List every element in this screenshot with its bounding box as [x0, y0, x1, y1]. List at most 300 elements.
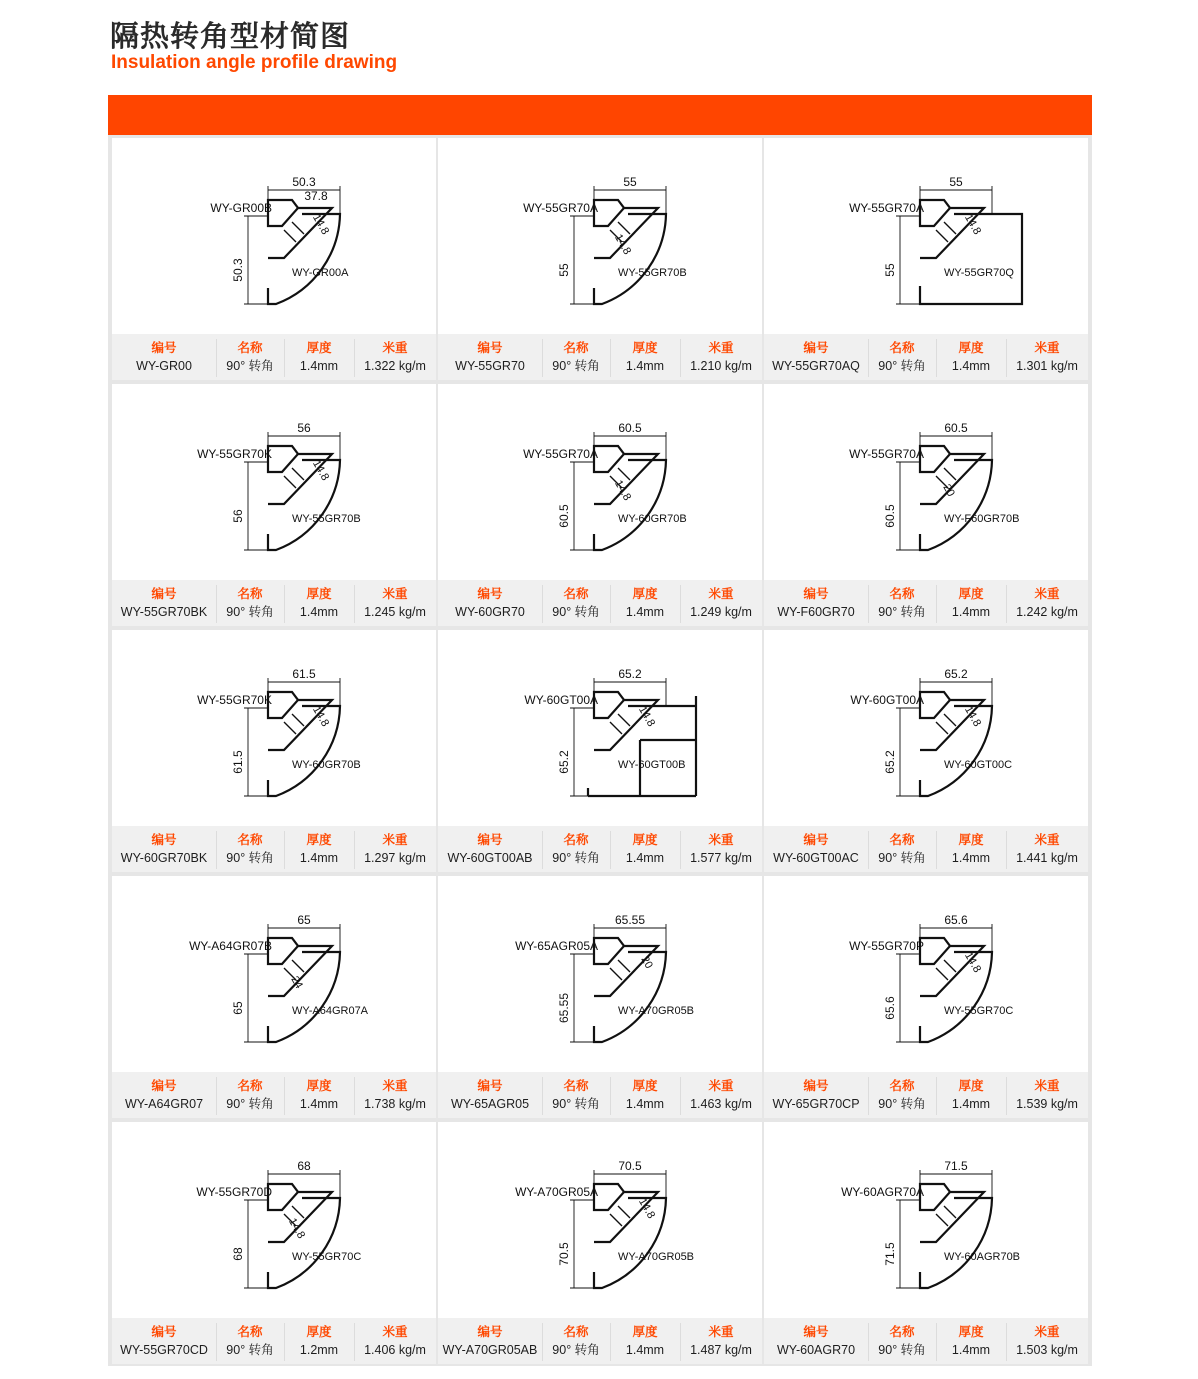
- spec-table: [112, 1318, 436, 1364]
- profile-card-wy-60gr70bk: [112, 630, 436, 872]
- weight-header: 米重: [1034, 1078, 1060, 1093]
- height-dimension: 60.5: [557, 504, 571, 528]
- page-title: 隔热转角型材简图: [110, 19, 351, 53]
- column-divider: [868, 339, 869, 377]
- code-header: 编号: [151, 1078, 177, 1093]
- product-name: 90° 转角: [226, 359, 274, 373]
- product-name: 90° 转角: [878, 359, 926, 373]
- code-header: 编号: [803, 1324, 829, 1339]
- outer-clip-outline: [594, 938, 624, 964]
- spec-value-row: [112, 603, 436, 621]
- outer-part-label: WY-55GR70A: [849, 201, 924, 215]
- product-code: WY-60GT00AB: [447, 851, 533, 865]
- height-dimension-line: [244, 708, 268, 796]
- profile-drawing: [764, 138, 1088, 333]
- product-thickness: 1.4mm: [625, 1097, 665, 1111]
- weight-header: 米重: [708, 1324, 734, 1339]
- column-divider: [284, 585, 285, 623]
- spec-header-row: [438, 1077, 762, 1095]
- code-header: 编号: [477, 340, 503, 355]
- weight-header: 米重: [382, 832, 408, 847]
- column-divider: [868, 831, 869, 869]
- product-thickness: 1.4mm: [625, 1343, 665, 1357]
- weight-header: 米重: [1034, 1324, 1060, 1339]
- column-divider: [1006, 339, 1007, 377]
- width-dimension: 65.2: [618, 667, 642, 681]
- code-header: 编号: [477, 1078, 503, 1093]
- inner-part-label: WY-60GR70B: [292, 759, 361, 771]
- weight-header: 米重: [382, 586, 408, 601]
- profile-card-wy-55gr70bk: [112, 384, 436, 626]
- weight-header: 米重: [1034, 586, 1060, 601]
- name-header: 名称: [237, 1078, 263, 1093]
- product-weight: 1.406 kg/m: [364, 1343, 426, 1357]
- height-dimension-line: [244, 1200, 268, 1288]
- thickness-header: 厚度: [958, 340, 984, 355]
- spec-header-row: [764, 339, 1088, 357]
- height-dimension: 68: [231, 1247, 245, 1261]
- outer-clip-outline: [268, 692, 298, 718]
- width-dimension: 71.5: [944, 1159, 968, 1173]
- weight-header: 米重: [708, 340, 734, 355]
- product-code: WY-A70GR05AB: [442, 1343, 538, 1357]
- product-code: WY-55GR70CD: [120, 1343, 208, 1357]
- spec-header-row: [112, 339, 436, 357]
- column-divider: [216, 1077, 217, 1115]
- thickness-header: 厚度: [958, 1324, 984, 1339]
- height-dimension-line: [896, 216, 920, 304]
- slot-dimension-secondary: 24: [288, 974, 305, 991]
- inner-part-label: WY-A64GR07A: [292, 1005, 369, 1017]
- spec-table: [764, 580, 1088, 626]
- profile-card-wy-60gt00ab: [438, 630, 762, 872]
- product-name: 90° 转角: [226, 1097, 274, 1111]
- spec-table: [112, 826, 436, 872]
- product-code: WY-F60GR70: [777, 605, 855, 619]
- spec-table: [438, 826, 762, 872]
- thickness-header: 厚度: [632, 586, 658, 601]
- outer-clip-outline: [268, 1184, 298, 1210]
- profile-drawing: [112, 1122, 436, 1317]
- product-code: WY-55GR70: [455, 359, 525, 373]
- height-dimension-line: [896, 1200, 920, 1288]
- product-thickness: 1.4mm: [299, 1097, 339, 1111]
- product-code: WY-55GR70AQ: [772, 359, 860, 373]
- name-header: 名称: [889, 586, 915, 601]
- thickness-header: 厚度: [632, 340, 658, 355]
- inner-part-label: WY-55GR70Q: [944, 267, 1014, 279]
- column-divider: [936, 831, 937, 869]
- thickness-header: 厚度: [306, 586, 332, 601]
- profile-drawing: [764, 384, 1088, 579]
- spec-table: [112, 580, 436, 626]
- height-dimension-line: [896, 708, 920, 796]
- spec-value-row: [112, 849, 436, 867]
- column-divider: [936, 1323, 937, 1361]
- outer-part-label: WY-GR00B: [210, 201, 272, 215]
- column-divider: [936, 1077, 937, 1115]
- width-dimension: 65.6: [944, 913, 968, 927]
- height-dimension-line: [570, 216, 594, 304]
- spec-header-row: [438, 831, 762, 849]
- profile-card-wy-f60gr70: [764, 384, 1088, 626]
- weight-header: 米重: [382, 1078, 408, 1093]
- outer-part-label: WY-A64GR07B: [189, 939, 272, 953]
- inner-part-outline: [920, 1192, 984, 1242]
- width-dimension: 60.5: [618, 421, 642, 435]
- name-header: 名称: [237, 340, 263, 355]
- slot-dimension: 14.8: [962, 212, 984, 237]
- product-name: 90° 转角: [878, 1097, 926, 1111]
- name-header: 名称: [563, 1324, 589, 1339]
- code-header: 编号: [151, 340, 177, 355]
- outer-part-label: WY-55GR70K: [197, 693, 272, 707]
- profile-card-wy-60gr70: [438, 384, 762, 626]
- column-divider: [610, 585, 611, 623]
- column-divider: [868, 1323, 869, 1361]
- product-code: WY-GR00: [136, 359, 192, 373]
- spec-value-row: [112, 357, 436, 375]
- spec-value-row: [112, 1341, 436, 1359]
- spec-table: [438, 1318, 762, 1364]
- height-dimension: 65.2: [557, 750, 571, 774]
- outer-part-label: WY-60AGR70A: [841, 1185, 924, 1199]
- column-divider: [680, 339, 681, 377]
- spec-value-row: [438, 849, 762, 867]
- inner-part-outline: [268, 946, 332, 996]
- inner-part-label: WY-55GR70C: [944, 1005, 1014, 1017]
- name-header: 名称: [889, 1078, 915, 1093]
- name-header: 名称: [889, 340, 915, 355]
- product-code: WY-65GR70CP: [772, 1097, 860, 1111]
- product-weight: 1.322 kg/m: [364, 359, 426, 373]
- product-code: WY-65AGR05: [450, 1097, 530, 1111]
- thickness-header: 厚度: [632, 832, 658, 847]
- profile-drawing: [438, 138, 762, 333]
- column-divider: [542, 585, 543, 623]
- product-weight: 1.301 kg/m: [1016, 359, 1078, 373]
- spec-header-row: [764, 585, 1088, 603]
- slot-dimension: 14.8: [636, 704, 658, 729]
- product-weight: 1.245 kg/m: [364, 605, 426, 619]
- product-name: 90° 转角: [878, 1343, 926, 1357]
- code-header: 编号: [477, 586, 503, 601]
- profile-drawing: [764, 630, 1088, 825]
- height-dimension: 55: [883, 263, 897, 277]
- profile-drawing: [438, 630, 762, 825]
- profile-card-wy-55gr70aq: [764, 138, 1088, 380]
- outer-part-label: WY-55GR70D: [196, 1185, 272, 1199]
- width-dimension: 70.5: [618, 1159, 642, 1173]
- outer-part-label: WY-65AGR05A: [515, 939, 598, 953]
- outer-part-label: WY-55GR70A: [523, 447, 598, 461]
- outer-part-label: WY-55GR70A: [849, 447, 924, 461]
- outer-clip-outline: [920, 692, 950, 718]
- width-dimension: 55: [949, 175, 963, 189]
- code-header: 编号: [803, 340, 829, 355]
- product-name: 90° 转角: [552, 605, 600, 619]
- width-dimension: 60.5: [944, 421, 968, 435]
- height-dimension-line: [896, 954, 920, 1042]
- inner-part-label: WY-60GT00C: [944, 759, 1013, 771]
- name-header: 名称: [563, 340, 589, 355]
- profile-drawing: [438, 876, 762, 1071]
- product-code: WY-A64GR07: [124, 1097, 204, 1111]
- product-code: WY-60AGR70: [776, 1343, 856, 1357]
- outer-part-label: WY-60GT00A: [524, 693, 598, 707]
- name-header: 名称: [237, 586, 263, 601]
- column-divider: [1006, 585, 1007, 623]
- column-divider: [216, 831, 217, 869]
- inner-part-label: WY-A70GR05B: [618, 1251, 695, 1263]
- code-header: 编号: [151, 832, 177, 847]
- height-dimension: 71.5: [883, 1242, 897, 1266]
- thickness-header: 厚度: [958, 586, 984, 601]
- spec-header-row: [438, 1323, 762, 1341]
- thickness-header: 厚度: [632, 1324, 658, 1339]
- column-divider: [1006, 1077, 1007, 1115]
- page-subtitle: Insulation angle profile drawing: [111, 52, 398, 73]
- column-divider: [354, 339, 355, 377]
- column-divider: [284, 1077, 285, 1115]
- thickness-header: 厚度: [306, 1078, 332, 1093]
- product-thickness: 1.4mm: [951, 359, 991, 373]
- outer-clip-outline: [268, 446, 298, 472]
- width-dimension: 61.5: [292, 667, 316, 681]
- outer-clip-outline: [920, 938, 950, 964]
- profile-grid: [108, 135, 1092, 1366]
- profile-drawing: [112, 876, 436, 1071]
- name-header: 名称: [237, 1324, 263, 1339]
- product-weight: 1.463 kg/m: [690, 1097, 752, 1111]
- thickness-header: 厚度: [306, 1324, 332, 1339]
- spec-value-row: [438, 1095, 762, 1113]
- product-thickness: 1.4mm: [951, 1097, 991, 1111]
- product-name: 90° 转角: [878, 851, 926, 865]
- product-name: 90° 转角: [226, 851, 274, 865]
- spec-table: [764, 1072, 1088, 1118]
- product-thickness: 1.2mm: [299, 1343, 339, 1357]
- column-divider: [610, 831, 611, 869]
- weight-header: 米重: [382, 1324, 408, 1339]
- product-code: WY-60GR70: [455, 605, 525, 619]
- spec-header-row: [764, 831, 1088, 849]
- width-dimension: 68: [297, 1159, 311, 1173]
- product-weight: 1.577 kg/m: [690, 851, 752, 865]
- column-divider: [542, 1323, 543, 1361]
- spec-table: [438, 580, 762, 626]
- spec-header-row: [438, 339, 762, 357]
- code-header: 编号: [477, 832, 503, 847]
- column-divider: [354, 1077, 355, 1115]
- height-dimension-line: [570, 1200, 594, 1288]
- product-name: 90° 转角: [878, 605, 926, 619]
- profile-card-wy-60gt00ac: [764, 630, 1088, 872]
- thickness-header: 厚度: [306, 340, 332, 355]
- outer-clip-outline: [594, 200, 624, 226]
- code-header: 编号: [151, 586, 177, 601]
- height-dimension: 65: [231, 1001, 245, 1015]
- column-divider: [542, 1077, 543, 1115]
- column-divider: [354, 1323, 355, 1361]
- height-dimension-line: [570, 462, 594, 550]
- height-dimension: 65.2: [883, 750, 897, 774]
- weight-header: 米重: [708, 832, 734, 847]
- width-dimension: 65: [297, 913, 311, 927]
- spec-table: [764, 334, 1088, 380]
- width-dimension: 65.55: [614, 913, 646, 927]
- thickness-header: 厚度: [958, 832, 984, 847]
- product-thickness: 1.4mm: [299, 605, 339, 619]
- code-header: 编号: [477, 1324, 503, 1339]
- slot-dimension: 14.8: [310, 704, 332, 729]
- product-thickness: 1.4mm: [951, 605, 991, 619]
- spec-value-row: [112, 1095, 436, 1113]
- product-name: 90° 转角: [552, 851, 600, 865]
- code-header: 编号: [803, 1078, 829, 1093]
- name-header: 名称: [563, 832, 589, 847]
- outer-clip-outline: [920, 1184, 950, 1210]
- weight-header: 米重: [382, 340, 408, 355]
- spec-header-row: [112, 1077, 436, 1095]
- product-weight: 1.503 kg/m: [1016, 1343, 1078, 1357]
- profile-card-wy-60agr70: [764, 1122, 1088, 1364]
- code-header: 编号: [803, 586, 829, 601]
- inner-part-label: WY-F60GR70B: [944, 513, 1020, 525]
- profile-drawing: [438, 1122, 762, 1317]
- profile-drawing: [764, 1122, 1088, 1317]
- height-dimension-line: [570, 708, 594, 796]
- height-dimension-line: [244, 954, 268, 1042]
- column-divider: [610, 1077, 611, 1115]
- product-weight: 1.441 kg/m: [1016, 851, 1078, 865]
- product-name: 90° 转角: [552, 1097, 600, 1111]
- height-dimension: 65.55: [557, 992, 571, 1024]
- width-dimension: 50.3: [292, 175, 316, 189]
- width-dimension: 65.2: [944, 667, 968, 681]
- slot-dimension: 14.8: [962, 950, 984, 975]
- slot-dimension-secondary: 14.8: [286, 1216, 308, 1241]
- spec-header-row: [764, 1323, 1088, 1341]
- outer-clip-outline: [594, 692, 624, 718]
- height-dimension-line: [244, 216, 268, 304]
- product-weight: 1.297 kg/m: [364, 851, 426, 865]
- height-dimension: 65.6: [883, 996, 897, 1020]
- outer-part-label: WY-55GR70P: [849, 939, 924, 953]
- height-dimension: 55: [557, 263, 571, 277]
- profile-drawing: [764, 876, 1088, 1071]
- slot-dimension: 14.8: [310, 458, 332, 483]
- spec-table: [112, 1072, 436, 1118]
- inner-part-label: WY-60AGR70B: [944, 1251, 1021, 1263]
- weight-header: 米重: [708, 586, 734, 601]
- column-divider: [216, 339, 217, 377]
- height-dimension-line: [570, 954, 594, 1042]
- inner-part-label: WY-60GR70B: [618, 513, 687, 525]
- spec-header-row: [438, 585, 762, 603]
- product-thickness: 1.4mm: [951, 1343, 991, 1357]
- column-divider: [354, 831, 355, 869]
- column-divider: [284, 1323, 285, 1361]
- profile-card-wy-65agr05: [438, 876, 762, 1118]
- inner-part-label: WY-55GR70B: [618, 267, 687, 279]
- slot-dimension: 14.8: [636, 1196, 658, 1221]
- thickness-header: 厚度: [632, 1078, 658, 1093]
- outer-clip-outline: [268, 200, 298, 226]
- name-header: 名称: [563, 1078, 589, 1093]
- height-dimension-line: [896, 462, 920, 550]
- column-divider: [868, 585, 869, 623]
- profile-card-wy-a64gr07: [112, 876, 436, 1118]
- column-divider: [680, 1077, 681, 1115]
- slot-dimension: 20: [638, 954, 655, 971]
- outer-part-label: WY-A70GR05A: [515, 1185, 598, 1199]
- profile-drawing: [438, 384, 762, 579]
- column-divider: [284, 339, 285, 377]
- height-dimension: 61.5: [231, 750, 245, 774]
- profile-card-wy-65gr70cp: [764, 876, 1088, 1118]
- product-thickness: 1.4mm: [625, 359, 665, 373]
- spec-value-row: [764, 1095, 1088, 1113]
- product-thickness: 1.4mm: [299, 359, 339, 373]
- spec-value-row: [438, 1341, 762, 1359]
- column-divider: [542, 339, 543, 377]
- height-dimension: 50.3: [231, 258, 245, 282]
- product-weight: 1.242 kg/m: [1016, 605, 1078, 619]
- spec-value-row: [764, 849, 1088, 867]
- profile-card-wy-gr00: [112, 138, 436, 380]
- code-header: 编号: [803, 832, 829, 847]
- column-divider: [936, 585, 937, 623]
- height-dimension: 56: [231, 509, 245, 523]
- code-header: 编号: [151, 1324, 177, 1339]
- name-header: 名称: [889, 832, 915, 847]
- weight-header: 米重: [1034, 340, 1060, 355]
- column-divider: [936, 339, 937, 377]
- product-name: 90° 转角: [226, 1343, 274, 1357]
- thickness-header: 厚度: [306, 832, 332, 847]
- column-divider: [680, 585, 681, 623]
- product-weight: 1.487 kg/m: [690, 1343, 752, 1357]
- column-divider: [680, 1323, 681, 1361]
- height-dimension-line: [244, 462, 268, 550]
- spec-table: [764, 826, 1088, 872]
- product-thickness: 1.4mm: [951, 851, 991, 865]
- profile-card-wy-a70gr05ab: [438, 1122, 762, 1364]
- slot-dimension: 14.8: [310, 212, 332, 237]
- product-thickness: 1.4mm: [625, 851, 665, 865]
- product-weight: 1.539 kg/m: [1016, 1097, 1078, 1111]
- column-divider: [1006, 1323, 1007, 1361]
- outer-clip-outline: [920, 200, 950, 226]
- product-thickness: 1.4mm: [299, 851, 339, 865]
- outer-part-label: WY-55GR70K: [197, 447, 272, 461]
- product-weight: 1.738 kg/m: [364, 1097, 426, 1111]
- column-divider: [216, 1323, 217, 1361]
- profile-card-wy-55gr70: [438, 138, 762, 380]
- product-code: WY-60GR70BK: [120, 851, 208, 865]
- profile-card-wy-55gr70cd: [112, 1122, 436, 1364]
- product-weight: 1.249 kg/m: [690, 605, 752, 619]
- outer-clip-outline: [268, 938, 298, 964]
- inner-width-dimension: 37.8: [304, 189, 328, 203]
- slot-dimension-secondary: 14.8: [612, 232, 634, 257]
- outer-clip-outline: [920, 446, 950, 472]
- height-dimension: 70.5: [557, 1242, 571, 1266]
- profile-drawing: [112, 384, 436, 579]
- spec-table: [438, 1072, 762, 1118]
- profile-drawing: [112, 138, 436, 333]
